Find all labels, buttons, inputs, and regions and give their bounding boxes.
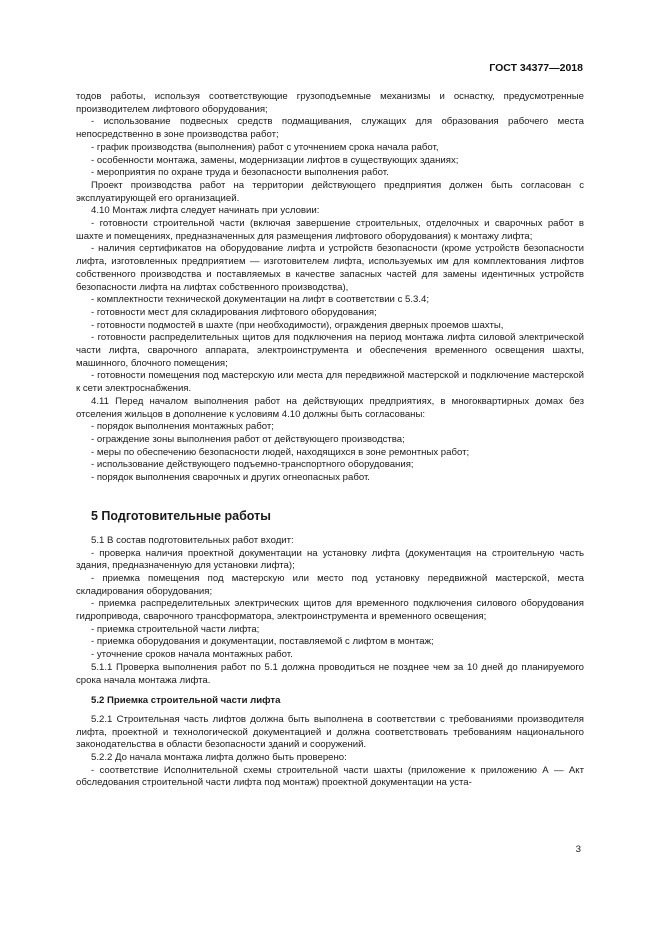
paragraph: тодов работы, используя соответствующие грузоподъемные механизмы и оснастку, предусмотренные производителем лифтового оборудования; [76, 91, 584, 115]
paragraph: - использование действующего подъемно-транспортного оборудования; [91, 459, 414, 471]
paragraph: - готовности строительной части (включая завершение строительных, отделочных и сварочных работ в шахте и помещениях, предназначенных для размещения лифтового оборудования) к монтажу лифта; [76, 218, 584, 242]
standard-code-header: ГОСТ 34377—2018 [489, 62, 583, 74]
paragraph: - график производства (выполнения) работ с уточнением срока начала работ, [91, 141, 439, 153]
paragraph: 4.11 Перед началом выполнения работ на действующих предприятиях, в многоквартирных домах без отселения жильцов в дополнение к условиям 4.10 должны быть согласованы: [76, 395, 584, 420]
page-number: 3 [575, 844, 581, 855]
paragraph: - порядок выполнения монтажных работ; [91, 421, 274, 433]
paragraph: - меры по обеспечению безопасности людей, находящихся в зоне ремонтных работ; [91, 446, 470, 458]
paragraph: - комплектности технической документации на лифт в соответствии с 5.3.4; [91, 294, 430, 306]
paragraph: - мероприятия по охране труда и безопасности выполнения работ. [91, 167, 389, 179]
paragraph: - порядок выполнения сварочных и других огнеопасных работ. [91, 472, 370, 484]
paragraph: - готовности подмостей в шахте (при необходимости), ограждения дверных проемов шахты, [91, 319, 504, 331]
paragraph: - приемка строительной части лифта; [91, 623, 260, 635]
paragraph: 5.2.1 Строительная часть лифтов должна быть выполнена в соответствии с требованиями производителя лифта, проектной и технологической документацией и должна соответствовать требованиям национального законодательства в области безопасности зданий и сооружений. [76, 713, 584, 751]
subsection-5-2-title: 5.2 Приемка строительной части лифта [91, 695, 281, 707]
paragraph: - ограждение зоны выполнения работ от действующего производства; [91, 433, 405, 445]
paragraph: 5.2.2 До начала монтажа лифта должно быть проверено: [91, 752, 347, 764]
paragraph: - готовности распределительных щитов для подключения на период монтажа лифта силовой электрической части лифта, сварочного аппарата, электроинструмента и обеспечения временного освещения шахты, машинного, блочного помещения; [76, 332, 584, 369]
paragraph: - соответствие Исполнительной схемы строительной части шахты (приложение к приложению А — Акт обследования строительной части лифта под монтаж) проектной документации на уста- [76, 764, 584, 789]
paragraph: Проект производства работ на территории действующего предприятия должен быть согласован с эксплуатирующей его организацией. [76, 179, 584, 204]
paragraph: - приемка оборудования и документации, поставляемой с лифтом в монтаж; [91, 636, 434, 648]
paragraph: - наличия сертификатов на оборудование лифта и устройств безопасности (кроме устройств безопасности лифта, изготовленных предприятием — изготовителем лифта, используемых им для комплектования лифтов собственного производства и поставляемых в качестве запасных частей для замены идентичных устройств безопасности лифта на лифтах собственного производства), [76, 243, 584, 293]
paragraph: - готовности мест для складирования лифтового оборудования; [91, 306, 377, 318]
section-5-title: 5 Подготовительные работы [91, 508, 271, 523]
paragraph: 5.1.1 Проверка выполнения работ по 5.1 должна проводиться не позднее чем за 10 дней до планируемого срока начала монтажа лифта. [76, 661, 584, 686]
paragraph: - использование подвесных средств подмащивания, служащих для образования рабочего места непосредственно в зоне производства работ; [76, 116, 584, 141]
paragraph: 4.10 Монтаж лифта следует начинать при условии: [91, 205, 320, 217]
section-5-paragraphs [76, 535, 584, 687]
paragraph: - проверка наличия проектной документации на установку лифта (документация на строительную часть здания, предназначенную для установки лифта); [76, 547, 584, 572]
paragraph: - приемка распределительных электрических щитов для временного подключения силового оборудования гидропривода, сварочного трансформатора, электроинструмента и временного освещения; [76, 598, 584, 623]
paragraph: - уточнение сроков начала монтажных работ. [91, 649, 293, 661]
subsection-5-2-paragraphs [76, 714, 584, 790]
paragraph: - готовности помещения под мастерскую или места для передвижной мастерской и подключение мастерской к сети электроснабжения. [76, 370, 584, 395]
paragraph: 5.1 В состав подготовительных работ входит: [91, 534, 294, 546]
document-body [76, 91, 584, 790]
paragraph: - приемка помещения под мастерскую или место под установку передвижной мастерской, места складирования оборудования; [76, 572, 584, 597]
paragraph: - особенности монтажа, замены, модернизации лифтов в существующих зданиях; [91, 154, 459, 166]
top-paragraphs [76, 91, 584, 485]
